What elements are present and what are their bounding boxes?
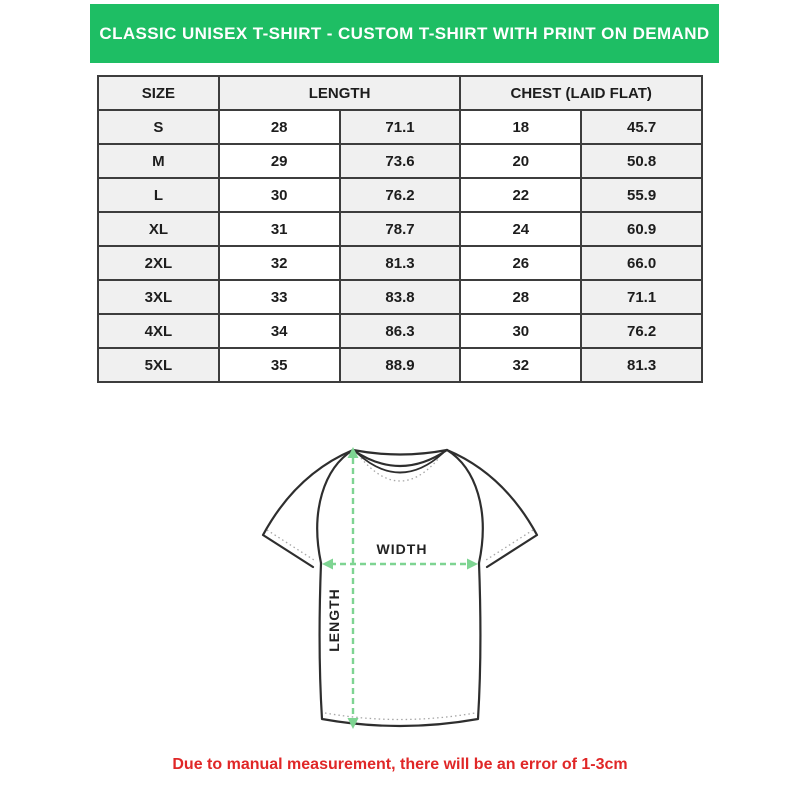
- length-cm-cell: 83.8: [340, 280, 461, 314]
- col-header-length: LENGTH: [219, 76, 461, 110]
- chest-cm-cell: 60.9: [581, 212, 702, 246]
- table-row: [98, 246, 702, 280]
- stitch-lines: [267, 458, 533, 720]
- chest-cm-cell: 66.0: [581, 246, 702, 280]
- chest-in-cell: 30: [460, 314, 581, 348]
- length-in-cell: 34: [219, 314, 340, 348]
- width-label: WIDTH: [376, 541, 428, 557]
- arrowhead-right: [467, 559, 478, 570]
- chest-cm-cell: 55.9: [581, 178, 702, 212]
- table-row: [98, 280, 702, 314]
- tshirt-diagram: [250, 436, 550, 748]
- length-cm-cell: 81.3: [340, 246, 461, 280]
- length-cm-cell: 73.6: [340, 144, 461, 178]
- col-header-size: SIZE: [98, 76, 219, 110]
- size-cell: L: [98, 178, 219, 212]
- size-cell: 4XL: [98, 314, 219, 348]
- length-in-cell: 30: [219, 178, 340, 212]
- tshirt-outline: [263, 450, 537, 726]
- page-title: CLASSIC UNISEX T-SHIRT - CUSTOM T-SHIRT WITH PRINT ON DEMAND: [99, 23, 710, 43]
- chest-cm-cell: 81.3: [581, 348, 702, 382]
- length-cm-cell: 86.3: [340, 314, 461, 348]
- chest-in-cell: 20: [460, 144, 581, 178]
- table-row: [98, 144, 702, 178]
- length-in-cell: 31: [219, 212, 340, 246]
- size-cell: XL: [98, 212, 219, 246]
- length-in-cell: 33: [219, 280, 340, 314]
- size-cell: S: [98, 110, 219, 144]
- length-label: LENGTH: [326, 588, 342, 652]
- table-row: [98, 314, 702, 348]
- chest-in-cell: 22: [460, 178, 581, 212]
- table-row: [98, 348, 702, 382]
- col-header-chest: CHEST (LAID FLAT): [460, 76, 702, 110]
- length-in-cell: 28: [219, 110, 340, 144]
- arrowheads: [322, 447, 478, 729]
- length-cm-cell: 71.1: [340, 110, 461, 144]
- chest-cm-cell: 50.8: [581, 144, 702, 178]
- measurement-arrows: [330, 458, 470, 716]
- size-cell: M: [98, 144, 219, 178]
- length-in-cell: 32: [219, 246, 340, 280]
- chest-in-cell: 26: [460, 246, 581, 280]
- arrowhead-left: [322, 559, 333, 570]
- title-banner: [90, 4, 719, 63]
- chest-in-cell: 18: [460, 110, 581, 144]
- size-chart-table: [97, 75, 703, 383]
- size-cell: 5XL: [98, 348, 219, 382]
- measurement-note: Due to manual measurement, there will be an error of 1-3cm: [172, 756, 628, 773]
- length-cm-cell: 78.7: [340, 212, 461, 246]
- chest-in-cell: 24: [460, 212, 581, 246]
- chest-in-cell: 32: [460, 348, 581, 382]
- size-cell: 2XL: [98, 246, 219, 280]
- table-row: [98, 178, 702, 212]
- length-in-cell: 29: [219, 144, 340, 178]
- length-cm-cell: 88.9: [340, 348, 461, 382]
- size-cell: 3XL: [98, 280, 219, 314]
- chest-in-cell: 28: [460, 280, 581, 314]
- chest-cm-cell: 76.2: [581, 314, 702, 348]
- chest-cm-cell: 71.1: [581, 280, 702, 314]
- table-row: [98, 110, 702, 144]
- table-header-row: [98, 76, 702, 110]
- tshirt-illustration: [250, 436, 550, 748]
- chest-cm-cell: 45.7: [581, 110, 702, 144]
- length-cm-cell: 76.2: [340, 178, 461, 212]
- length-in-cell: 35: [219, 348, 340, 382]
- table-row: [98, 212, 702, 246]
